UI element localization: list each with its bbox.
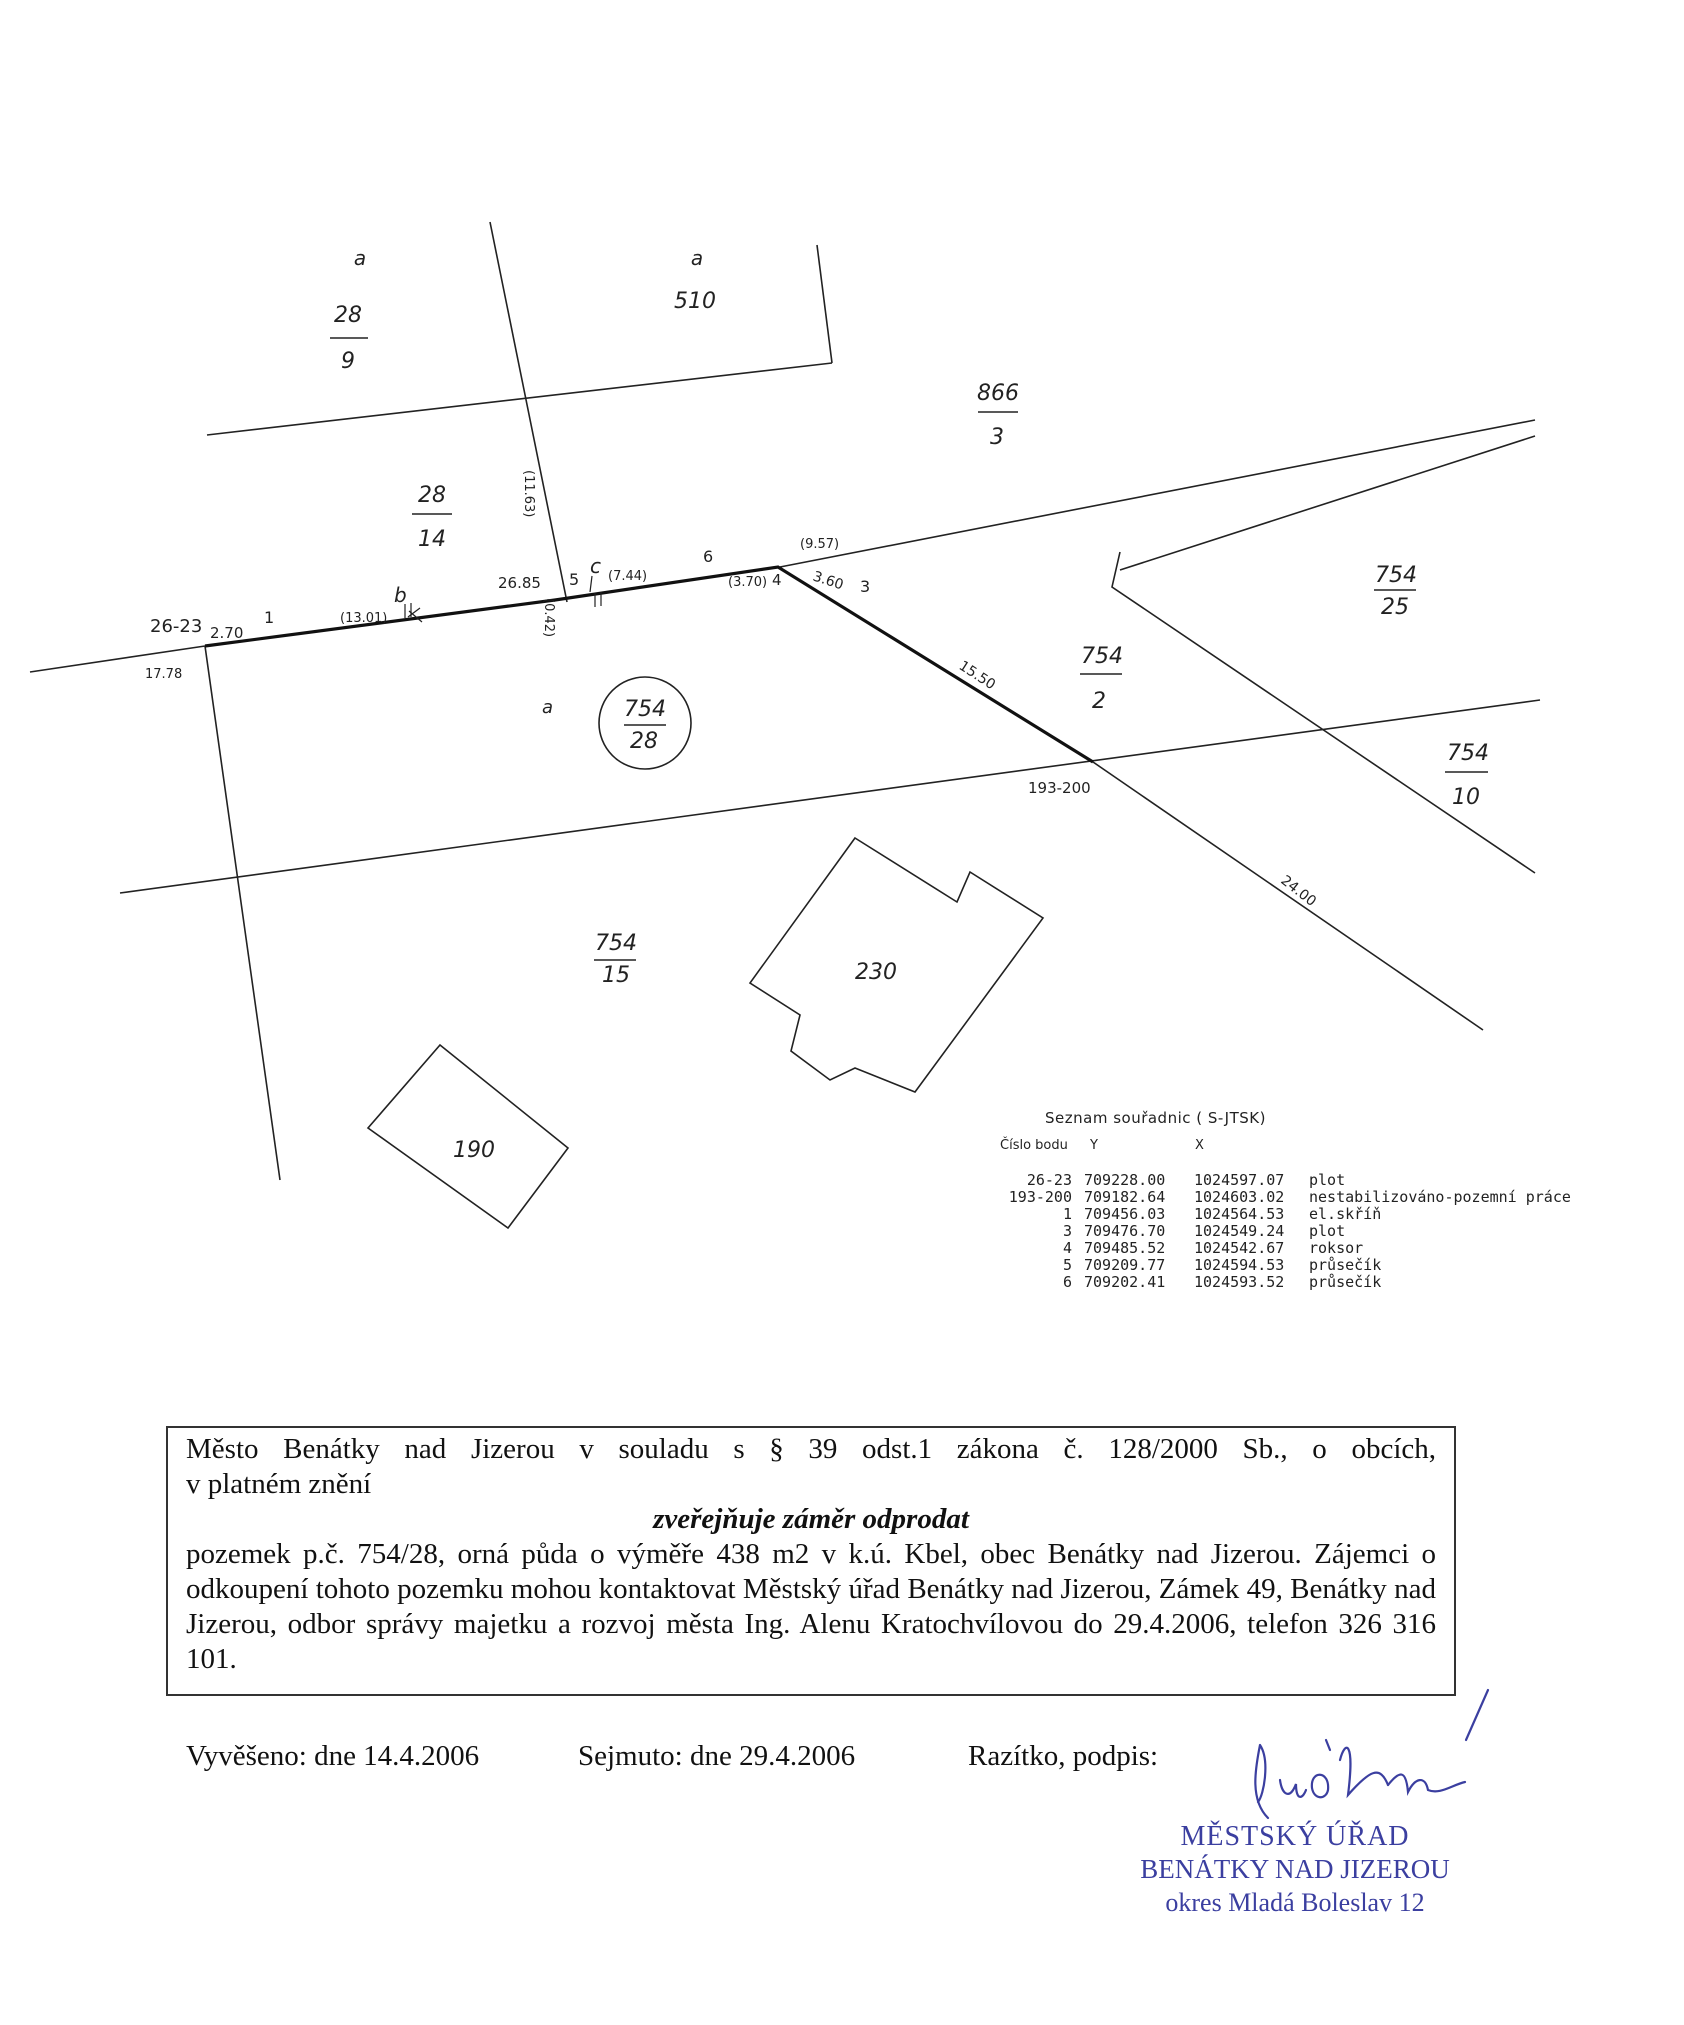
- parcel-circle: [599, 677, 691, 769]
- boundary-line: [490, 222, 567, 602]
- stamp-line: BENÁTKY NAD JIZEROU: [1140, 1854, 1450, 1884]
- boundary-line: [1120, 436, 1535, 570]
- parcel-number: 14: [418, 527, 446, 552]
- parcel-number: 866: [977, 381, 1019, 406]
- distance-label: (11.63): [521, 470, 536, 518]
- parcel-mark: a: [690, 246, 704, 270]
- official-stamp: [1130, 1820, 1460, 1919]
- parcel-number: 754: [1375, 563, 1417, 588]
- parcel-number: 754: [624, 697, 666, 722]
- parcel-number: 754: [1081, 644, 1123, 669]
- distance-label: (0.42): [541, 598, 556, 638]
- coordinate-list-title: Seznam souřadnic ( S-JTSK): [1045, 1109, 1266, 1127]
- point-label: 1: [264, 608, 275, 627]
- distance-label: 3.60: [810, 568, 846, 594]
- coordinate-row: 26-23 709228.00 1024597.07 plot: [1026, 1171, 1346, 1189]
- mark-label: b: [394, 583, 407, 607]
- distance-label: 15.50: [955, 657, 999, 694]
- distance-label: 24.00: [1277, 872, 1319, 910]
- point-label: 3: [860, 577, 871, 596]
- notice-intro: Město Benátky nad Jizerou v souladu s § 39 odst.1 zákona č. 128/2000 Sb., o obcích,: [186, 1433, 1436, 1465]
- notice-intro-cont: v platném znění: [186, 1468, 372, 1500]
- boundary-line: [207, 363, 832, 435]
- distance-label: 26.85: [498, 574, 541, 592]
- coordinate-row: 3 709476.70 1024549.24 plot: [1062, 1222, 1346, 1240]
- distance-label: 2.70: [210, 624, 244, 642]
- stamp-line: MĚSTSKÝ ÚŘAD: [1180, 1821, 1410, 1852]
- boundary-line: [205, 646, 280, 1180]
- point-label: 5: [569, 570, 580, 589]
- notice-headline: zveřejňuje záměr odprodat: [653, 1503, 969, 1535]
- distance-label: (3.70): [728, 575, 768, 590]
- parcel-number: 28: [334, 303, 362, 328]
- point-label: 193-200: [1028, 779, 1091, 797]
- parcel-number: 15: [602, 963, 630, 988]
- coordinate-row: 1 709456.03 1024564.53 el.skříň: [1062, 1205, 1382, 1223]
- parcel-number: 9: [341, 349, 355, 374]
- handwritten-signature: [1230, 1700, 1490, 1830]
- parcel-number: 510: [674, 289, 716, 314]
- building-190: [368, 1045, 568, 1228]
- stamp-line: okres Mladá Boleslav 12: [1165, 1888, 1425, 1917]
- coordinate-list-header: [1000, 1137, 1571, 1154]
- coordinate-list: [1000, 1109, 1571, 1291]
- notice-body: pozemek p.č. 754/28, orná půda o výměře 438 m2 v k.ú. Kbel, obec Benátky nad Jizerou. Zájemci o odkoupení tohoto pozemku mohou kontaktovat Městský úřad Benátky nad Jizerou, Zámek 49, Benátky nad Jizerou, odbor správy majetku a rozvoj města Ing. Alenu Kratochvílovou do 29.4.2006, telefon 326 316 101.: [186, 1538, 1436, 1675]
- parcel-number: 754: [1447, 741, 1489, 766]
- col-y-header: Y: [1090, 1138, 1098, 1153]
- col-id-header: Číslo bodu: [1000, 1138, 1068, 1153]
- boundary-line: [1093, 762, 1483, 1030]
- boundary-line: [120, 700, 1540, 893]
- parcel-number: 28: [418, 483, 446, 508]
- point-label: 26-23: [150, 616, 203, 637]
- boundary-line: [780, 420, 1535, 567]
- boundary-line: [1112, 552, 1535, 873]
- distance-label: (9.57): [800, 537, 840, 552]
- coordinate-row: 4 709485.52 1024542.67 roksor: [1062, 1239, 1364, 1257]
- col-x-header: X: [1195, 1138, 1204, 1153]
- distance-label: 17.78: [145, 667, 183, 682]
- parcel-mark: a: [353, 246, 367, 270]
- notice-box: [166, 1426, 1456, 1696]
- coordinate-row: 193-200 709182.64 1024603.02 nestabilizováno-pozemní práce: [1008, 1188, 1571, 1206]
- stamp-label: Razítko, podpis:: [968, 1740, 1159, 1772]
- point-label: 4: [772, 571, 782, 589]
- parcel-number: 10: [1452, 785, 1480, 810]
- building-number: 230: [855, 960, 897, 985]
- boundary-line: [817, 245, 832, 363]
- mark-label: a: [542, 697, 554, 718]
- parcel-number: 28: [630, 729, 658, 754]
- point-label: 6: [703, 547, 714, 566]
- distance-label: (7.44): [608, 569, 648, 584]
- parcel-number: 3: [990, 425, 1004, 450]
- building-number: 190: [453, 1138, 495, 1163]
- distance-label: (13.01): [340, 611, 388, 626]
- coordinate-row: 6 709202.41 1024593.52 průsečík: [1062, 1273, 1382, 1291]
- mark-label: c: [590, 554, 601, 578]
- removed-date: Sejmuto: dne 29.4.2006: [578, 1740, 856, 1772]
- parcel-number: 2: [1092, 689, 1106, 714]
- posted-date: Vyvěšeno: dne 14.4.2006: [186, 1740, 480, 1772]
- parcel-number: 754: [595, 931, 637, 956]
- coordinate-row: 5 709209.77 1024594.53 průsečík: [1062, 1256, 1382, 1274]
- parcel-number: 25: [1381, 595, 1409, 620]
